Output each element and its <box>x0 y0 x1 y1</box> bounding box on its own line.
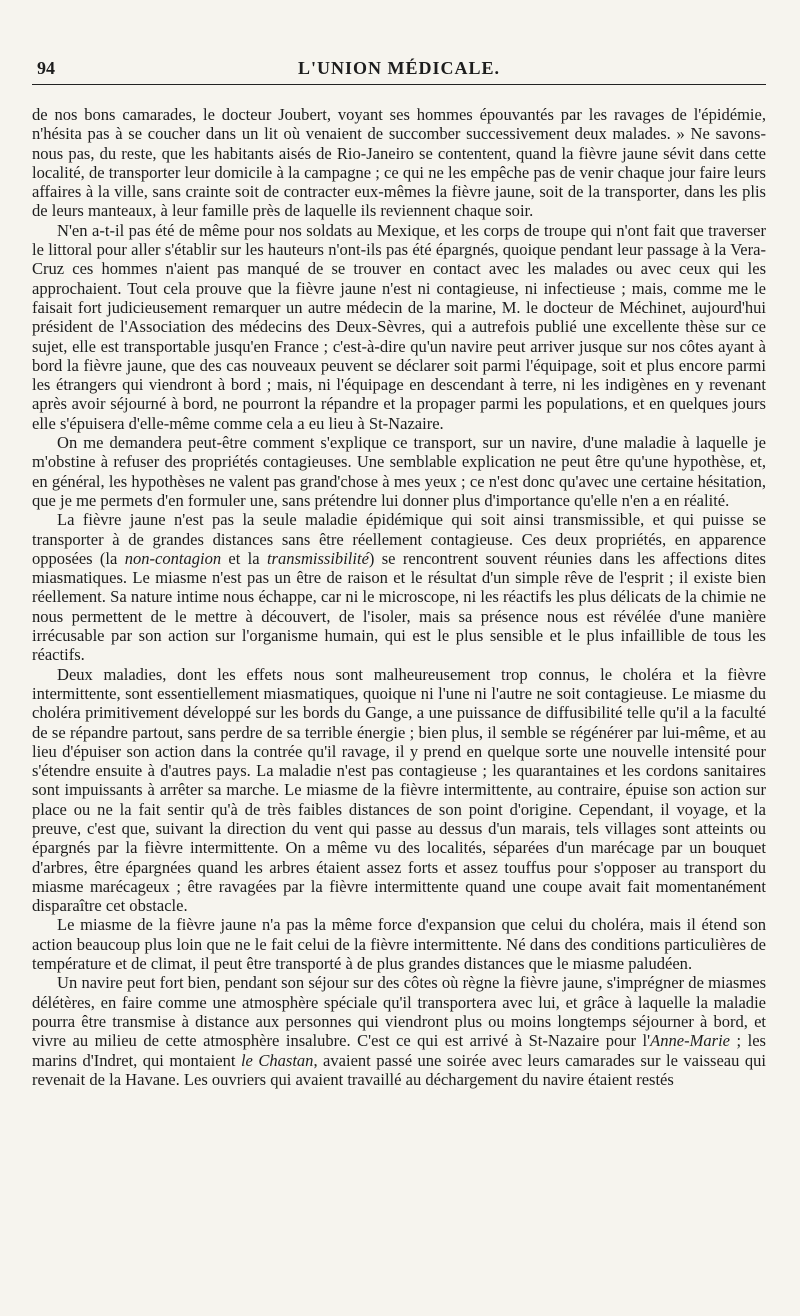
paragraph: On me demandera peut-être comment s'explique ce transport, sur un navire, d'une maladie à laquelle je m'obstine à refuser des propriétés contagieuses. Une semblable explication ne peut être qu'une hypothèse, et, en général, les hypothèses ne valent pas grand'chose à mes yeux ; ce n'est donc qu'avec une certaine hésitation, que je me permets d'en formuler une, sans prétendre lui donner plus d'importance qu'elle n'en a en réalité. <box>32 433 766 510</box>
page-number: 94 <box>37 58 55 78</box>
italic-term: transmissibilité <box>266 548 369 568</box>
italic-ship-name: Anne-Marie <box>650 1031 731 1051</box>
paragraph-text: ; les marins d'Indret, qui montaient <box>32 1031 766 1070</box>
paragraph-text: La fièvre jaune n'est pas la seule maladie épidémique qui soit ainsi transmissible, et qui puisse se transporter à de grandes distances sans être réellement contagieuse. Ces deux propriétés, en apparence opposées (la <box>32 510 766 568</box>
paragraph: N'en a-t-il pas été de même pour nos soldats au Mexique, et les corps de troupe qui n'ont fait que traverser le littoral pour aller s'établir sur les hauteurs n'ont-ils pas été épargnés, quoique pendant leur passage à la Vera-Cruz ces hommes n'aient pas manqué de se trouver en contact avec les malades ou avec ceux qui les approchaient. Tout cela prouve que la fièvre jaune n'est ni contagieuse, ni infectieuse ; mais, comme me le faisait fort judicieusement remarquer un autre médecin de la marine, M. le docteur de Méchinet, aujourd'hui président de l'Association des médecins des Deux-Sèvres, qui a autrefois publié une excellente thèse sur ce sujet, elle est transportable jusqu'en France ; c'est-à-dire qu'un navire peut arriver jusque sur nos côtes ayant à bord la fièvre jaune, que des cas nouveaux peuvent se déclarer soit parmi l'équipage, soit et plus encore parmi les étrangers qui viendront à bord ; mais, ni l'équipage en descendant à terre, ni les indigènes en y revenant après avoir séjourné à bord, ne pourront la répandre et la propager parmi les populations, et en quelques jours elle s'épuisera d'elle-même comme cela a eu lieu à St-Nazaire. <box>32 220 766 433</box>
paragraph <box>32 510 766 664</box>
paragraph-text: et la <box>221 548 267 568</box>
paragraph <box>32 973 766 1089</box>
paragraph-text: ) se rencontrent souvent réunies dans les affections dites miasmatiques. Le miasme n'est pas un être de raison et le résultat d'un simple rêve de l'esprit ; il existe bien réellement. Sa nature intime nous échappe, car ni le microscope, ni les réactifs les plus délicats de la chimie ne nous permettent de le mettre à découvert, de l'isoler, mais sa présence nous est révélée d'une manière irrécusable par son action sur l'organisme humain, qui est le plus sensible et le plus infaillible de tous les réactifs. <box>32 548 766 665</box>
paragraph-text: , avaient passé une soirée avec leurs camarades sur le vaisseau qui revenait de la Havane. Les ouvriers qui avaient travaillé au déchargement du navire étaient restés <box>32 1050 766 1089</box>
italic-term: non-contagion <box>124 548 222 568</box>
paragraph: de nos bons camarades, le docteur Joubert, voyant ses hommes épouvantés par les ravages de l'épidémie, n'hésita pas à se coucher dans un lit où venaient de succomber successivement deux malades. » Ne savons-nous pas, du reste, que les habitants aisés de Rio-Janeiro se contentent, quand la fièvre jaune sévit dans cette localité, de transporter leur domicile à la campagne ; ce qui ne les empêche pas de venir chaque jour faire leurs affaires à la ville, sans crainte soit de contracter eux-mêmes la fièvre jaune, soit de la transporter, dans les plis de leurs manteaux, à leur famille près de laquelle ils reviennent chaque soir. <box>32 105 766 221</box>
italic-ship-name: le Chastan <box>240 1050 314 1070</box>
paragraph-text: Un navire peut fort bien, pendant son séjour sur des côtes où règne la fièvre jaune, s'imprégner de miasmes délétères, en faire comme une atmosphère spéciale qu'il transportera avec lui, et grâce à laquelle la maladie pourra être transmise à distance aux personnes qui viendront plus ou moins longtemps séjourner à bord, et vivre au milieu de cette atmosphère insalubre. C'est ce qui est arrivé à St-Nazaire pour l' <box>32 973 766 1051</box>
page <box>32 56 766 1089</box>
running-title: L'UNION MÉDICALE. <box>297 58 501 78</box>
body-text <box>32 105 766 1089</box>
paragraph: Le miasme de la fièvre jaune n'a pas la même force d'expansion que celui du choléra, mais il étend son action beaucoup plus loin que ne le fait celui de la fièvre intermittente. Né dans des conditions particulières de température et de climat, il peut être transporté à de plus grandes distances que le miasme paludéen. <box>32 915 766 974</box>
paragraph: Deux maladies, dont les effets nous sont malheureusement trop connus, le choléra et la fièvre intermittente, sont essentiellement miasmatiques, quoique ni l'une ni l'autre ne soit contagieuse. Le miasme du choléra primitivement développé sur les bords du Gange, a une puissance de diffusibilité telle qu'il a la faculté de se répandre partout, sans perdre de sa terrible énergie ; bien plus, il semble se régénérer par lui-même, et au lieu d'épuiser son action dans la contrée qu'il ravage, il y prend en quelque sorte une nouvelle intensité pour s'étendre ensuite à d'autres pays. La maladie n'est pas contagieuse ; les quarantaines et les cordons sanitaires sont impuissants à arrêter sa marche. Le miasme de la fièvre intermittente, au contraire, épuise son action sur place ou ne la fait sentir qu'à de très faibles distances de son point d'origine. Cependant, il voyage, et la preuve, c'est que, suivant la direction du vent qui passe au dessus d'un marais, tels villages sont atteints ou épargnés par la fièvre intermittente. On a même vu des localités, séparées d'un marécage par un bouquet d'arbres, être épargnées quand les arbres étaient assez forts et assez touffus pour s'opposer au transport du miasme marécageux ; être ravagées par la fièvre intermittente quand une coupe avait fait momentanément disparaître cet obstacle. <box>32 664 766 916</box>
page-header <box>32 56 766 85</box>
